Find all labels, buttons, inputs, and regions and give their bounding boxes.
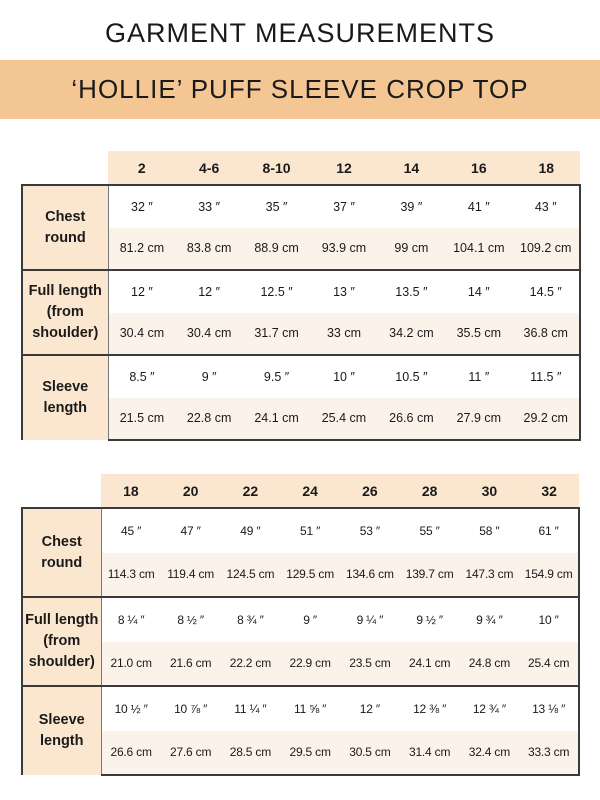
value-inches-cell: 11 ¼ ″ <box>221 686 281 731</box>
measurement-row-inches <box>22 355 580 398</box>
corner-cell <box>22 474 101 508</box>
value-inches-cell: 12 ¾ ″ <box>460 686 520 731</box>
value-cm-cell: 30.4 cm <box>108 313 175 356</box>
value-cm-cell: 119.4 cm <box>161 553 221 598</box>
value-inches-cell: 13 ″ <box>310 270 377 313</box>
measurement-row-inches <box>22 597 579 642</box>
measurement-label-line: round <box>41 554 83 571</box>
value-cm-cell: 31.4 cm <box>400 731 460 776</box>
value-inches-cell: 9.5 ″ <box>243 355 310 398</box>
value-inches-cell: 58 ″ <box>460 508 520 553</box>
size-header-row <box>22 474 579 508</box>
value-inches-cell: 10 ⅞ ″ <box>161 686 221 731</box>
measurement-label-line: Full length <box>25 612 99 628</box>
size-header-cell: 18 <box>513 151 580 185</box>
value-inches-cell: 55 ″ <box>400 508 460 553</box>
size-header-cell: 18 <box>101 474 161 508</box>
value-cm-cell: 33 cm <box>310 313 377 356</box>
value-inches-cell: 12 ″ <box>340 686 400 731</box>
size-header-row <box>22 151 580 185</box>
measurement-label-line: length <box>43 400 87 416</box>
value-inches-cell: 35 ″ <box>243 185 310 228</box>
value-cm-cell: 104.1 cm <box>445 228 512 271</box>
measurement-label-line: Full length <box>28 283 102 299</box>
page-title: GARMENT MEASUREMENTS <box>104 18 496 48</box>
value-inches-cell: 14.5 ″ <box>513 270 580 313</box>
measurement-label-line: Sleeve <box>42 379 89 395</box>
measurements-table-sizes-18-32 <box>21 474 580 776</box>
measurement-label <box>22 270 108 355</box>
value-cm-cell: 24.8 cm <box>460 642 520 687</box>
size-header-cell: 16 <box>445 151 512 185</box>
measurement-label-line: shoulder) <box>32 325 99 341</box>
value-inches-cell: 11.5 ″ <box>513 355 580 398</box>
value-cm-cell: 27.9 cm <box>445 398 512 441</box>
value-cm-cell: 25.4 cm <box>310 398 377 441</box>
value-cm-cell: 109.2 cm <box>513 228 580 271</box>
value-inches-cell: 10 ″ <box>310 355 377 398</box>
measurements-table-sizes-2-18 <box>21 151 581 441</box>
size-header-cell: 28 <box>400 474 460 508</box>
measurement-row-cm <box>22 553 579 598</box>
value-inches-cell: 12.5 ″ <box>243 270 310 313</box>
value-cm-cell: 31.7 cm <box>243 313 310 356</box>
value-cm-cell: 22.8 cm <box>175 398 242 441</box>
measurement-row-cm <box>22 642 579 687</box>
size-header-cell: 4-6 <box>175 151 242 185</box>
value-cm-cell: 21.6 cm <box>161 642 221 687</box>
value-cm-cell: 134.6 cm <box>340 553 400 598</box>
value-inches-cell: 45 ″ <box>101 508 161 553</box>
size-header-cell: 14 <box>378 151 445 185</box>
value-cm-cell: 29.2 cm <box>513 398 580 441</box>
value-inches-cell: 12 ″ <box>175 270 242 313</box>
size-header-cell: 22 <box>221 474 281 508</box>
value-cm-cell: 22.2 cm <box>221 642 281 687</box>
value-inches-cell: 8 ¾ ″ <box>221 597 281 642</box>
value-cm-cell: 139.7 cm <box>400 553 460 598</box>
value-cm-cell: 24.1 cm <box>243 398 310 441</box>
value-cm-cell: 88.9 cm <box>243 228 310 271</box>
value-inches-cell: 61 ″ <box>519 508 579 553</box>
measurement-row-inches <box>22 508 579 553</box>
value-inches-cell: 51 ″ <box>280 508 340 553</box>
value-inches-cell: 11 ⅝ ″ <box>280 686 340 731</box>
size-header-cell: 2 <box>108 151 175 185</box>
value-cm-cell: 124.5 cm <box>221 553 281 598</box>
value-inches-cell: 10 ″ <box>519 597 579 642</box>
value-cm-cell: 21.5 cm <box>108 398 175 441</box>
value-inches-cell: 53 ″ <box>340 508 400 553</box>
value-cm-cell: 27.6 cm <box>161 731 221 776</box>
measurement-label-line: round <box>44 229 86 246</box>
value-inches-cell: 9 ¼ ″ <box>340 597 400 642</box>
product-name: ‘HOLLIE’ PUFF SLEEVE CROP TOP <box>71 74 529 104</box>
measurement-label <box>22 508 101 597</box>
measurement-row-cm <box>22 731 579 776</box>
value-inches-cell: 43 ″ <box>513 185 580 228</box>
value-inches-cell: 9 ¾ ″ <box>460 597 520 642</box>
value-cm-cell: 24.1 cm <box>400 642 460 687</box>
value-inches-cell: 12 ⅜ ″ <box>400 686 460 731</box>
value-cm-cell: 35.5 cm <box>445 313 512 356</box>
value-inches-cell: 11 ″ <box>445 355 512 398</box>
value-cm-cell: 22.9 cm <box>280 642 340 687</box>
value-cm-cell: 81.2 cm <box>108 228 175 271</box>
value-inches-cell: 9 ″ <box>280 597 340 642</box>
value-inches-cell: 49 ″ <box>221 508 281 553</box>
size-header-cell: 32 <box>519 474 579 508</box>
value-cm-cell: 26.6 cm <box>101 731 161 776</box>
size-header-cell: 26 <box>340 474 400 508</box>
value-cm-cell: 21.0 cm <box>101 642 161 687</box>
measurement-row-inches <box>22 270 580 313</box>
value-inches-cell: 10 ½ ″ <box>101 686 161 731</box>
measurement-label-line: Chest <box>41 533 82 550</box>
value-cm-cell: 26.6 cm <box>378 398 445 441</box>
measurement-label-line: (from <box>43 633 81 649</box>
measurement-label <box>22 185 108 270</box>
value-inches-cell: 8.5 ″ <box>108 355 175 398</box>
size-header-cell: 20 <box>161 474 221 508</box>
value-cm-cell: 99 cm <box>378 228 445 271</box>
measurement-label-line: shoulder) <box>28 654 95 670</box>
value-inches-cell: 13.5 ″ <box>378 270 445 313</box>
value-inches-cell: 8 ½ ″ <box>161 597 221 642</box>
measurement-label-line: (from <box>46 304 84 320</box>
measurement-label-line: Chest <box>45 208 86 225</box>
value-inches-cell: 10.5 ″ <box>378 355 445 398</box>
size-header-cell: 12 <box>310 151 377 185</box>
value-inches-cell: 32 ″ <box>108 185 175 228</box>
value-cm-cell: 32.4 cm <box>460 731 520 776</box>
value-cm-cell: 34.2 cm <box>378 313 445 356</box>
product-banner <box>0 60 600 119</box>
measurement-row-inches <box>22 686 579 731</box>
value-cm-cell: 147.3 cm <box>460 553 520 598</box>
value-inches-cell: 39 ″ <box>378 185 445 228</box>
value-cm-cell: 114.3 cm <box>101 553 161 598</box>
value-cm-cell: 83.8 cm <box>175 228 242 271</box>
measurement-label <box>22 686 101 775</box>
value-inches-cell: 14 ″ <box>445 270 512 313</box>
value-cm-cell: 25.4 cm <box>519 642 579 687</box>
value-cm-cell: 30.4 cm <box>175 313 242 356</box>
value-inches-cell: 47 ″ <box>161 508 221 553</box>
value-cm-cell: 28.5 cm <box>221 731 281 776</box>
size-header-cell: 24 <box>280 474 340 508</box>
value-cm-cell: 154.9 cm <box>519 553 579 598</box>
value-inches-cell: 33 ″ <box>175 185 242 228</box>
value-inches-cell: 9 ″ <box>175 355 242 398</box>
size-header-cell: 30 <box>460 474 520 508</box>
value-cm-cell: 29.5 cm <box>280 731 340 776</box>
value-inches-cell: 8 ¼ ″ <box>101 597 161 642</box>
size-header-cell: 8-10 <box>243 151 310 185</box>
value-cm-cell: 30.5 cm <box>340 731 400 776</box>
value-inches-cell: 41 ″ <box>445 185 512 228</box>
value-inches-cell: 9 ½ ″ <box>400 597 460 642</box>
measurement-label-line: Sleeve <box>38 712 85 728</box>
value-cm-cell: 33.3 cm <box>519 731 579 776</box>
value-cm-cell: 129.5 cm <box>280 553 340 598</box>
value-cm-cell: 23.5 cm <box>340 642 400 687</box>
measurement-label-line: length <box>40 733 84 749</box>
value-cm-cell: 93.9 cm <box>310 228 377 271</box>
measurement-label <box>22 597 101 686</box>
corner-cell <box>22 151 108 185</box>
value-inches-cell: 13 ⅛ ″ <box>519 686 579 731</box>
value-inches-cell: 37 ″ <box>310 185 377 228</box>
value-cm-cell: 36.8 cm <box>513 313 580 356</box>
value-inches-cell: 12 ″ <box>108 270 175 313</box>
measurement-label <box>22 355 108 440</box>
measurement-row-inches <box>22 185 580 228</box>
